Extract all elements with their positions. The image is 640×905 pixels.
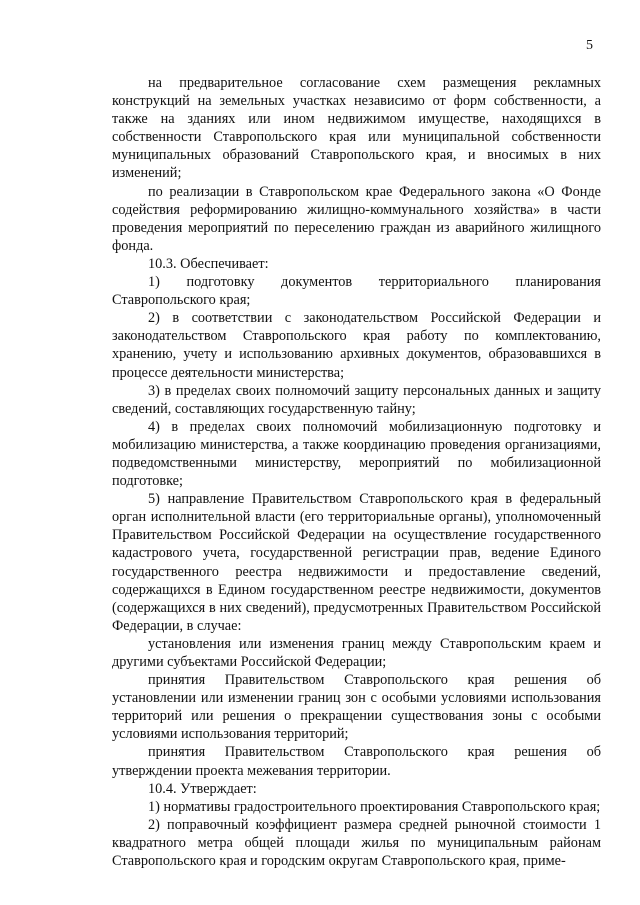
list-item: 3) в пределах своих полномочий защиту персональных данных и защиту сведений, составляющих государственную тайну; — [112, 382, 601, 417]
section-heading: 10.4. Утверждает: — [148, 780, 257, 797]
section-heading: 10.3. Обеспечивает: — [148, 255, 269, 272]
list-item: 2) в соответствии с законодательством Российской Федерации и законодательством Ставропольского края работу по комплектованию, хранению, учету и использованию архивных документов, образовавшихся в процессе деятельности министерства; — [112, 310, 601, 381]
list-item: 1) нормативы градостроительного проектирования Ставропольского края; — [148, 798, 601, 815]
paragraph: принятия Правительством Ставропольского края решения об установлении или изменении границ зон с особыми условиями использования территорий или решения о прекращении существования зоны с особыми условиями использования территорий; — [112, 672, 601, 743]
list-item: 2) поправочный коэффициент размера средней рыночной стоимости 1 квадратного метра общей площади жилья по муниципальным районам Ставропольского края и городским округам Ставропольского края, приме- — [112, 816, 601, 870]
page-number: 5 — [586, 38, 593, 53]
list-item: 5) направление Правительством Ставропольского края в федеральный орган исполнительной власти (его территориальные органы), уполномоченный Правительством Российской Федерации на осуществление государственного кадастрового учета, государственной регистрации прав, ведение Единого государственного реестра недвижимости и предоставление сведений, содержащихся в Едином государственном реестре недвижимости, документов (содержащихся в них сведений), предусмотренных Правительством Российской Федерации, в случае: — [112, 491, 601, 634]
list-item: 1) подготовку документов территориального планирования Ставропольского края; — [112, 274, 601, 309]
paragraph: по реализации в Ставропольском крае Федерального закона «О Фонде содействия реформированию жилищно-коммунального хозяйства» в части проведения мероприятий по переселению граждан из аварийного жилищного фонда. — [112, 183, 601, 254]
paragraph: установления или изменения границ между Ставропольским краем и другими субъектами Российской Федерации; — [112, 635, 601, 670]
list-item: 4) в пределах своих полномочий мобилизационную подготовку и мобилизацию министерства, а также координацию проведения организациями, подведомственными министерству, мероприятий по мобилизационной подготовке; — [112, 418, 601, 490]
paragraph: принятия Правительством Ставропольского края решения об утверждении проекта межевания территории. — [112, 744, 601, 779]
paragraph: на предварительное согласование схем размещения рекламных конструкций на земельных участках независимо от форм собственности, а также на зданиях или ином недвижимом имуществе, находящихся в собственности Ставропольского края или муниципальной собственности муниципальных образований Ставропольского края, и вносимых в них изменений; — [112, 75, 601, 182]
document-body — [112, 74, 601, 870]
